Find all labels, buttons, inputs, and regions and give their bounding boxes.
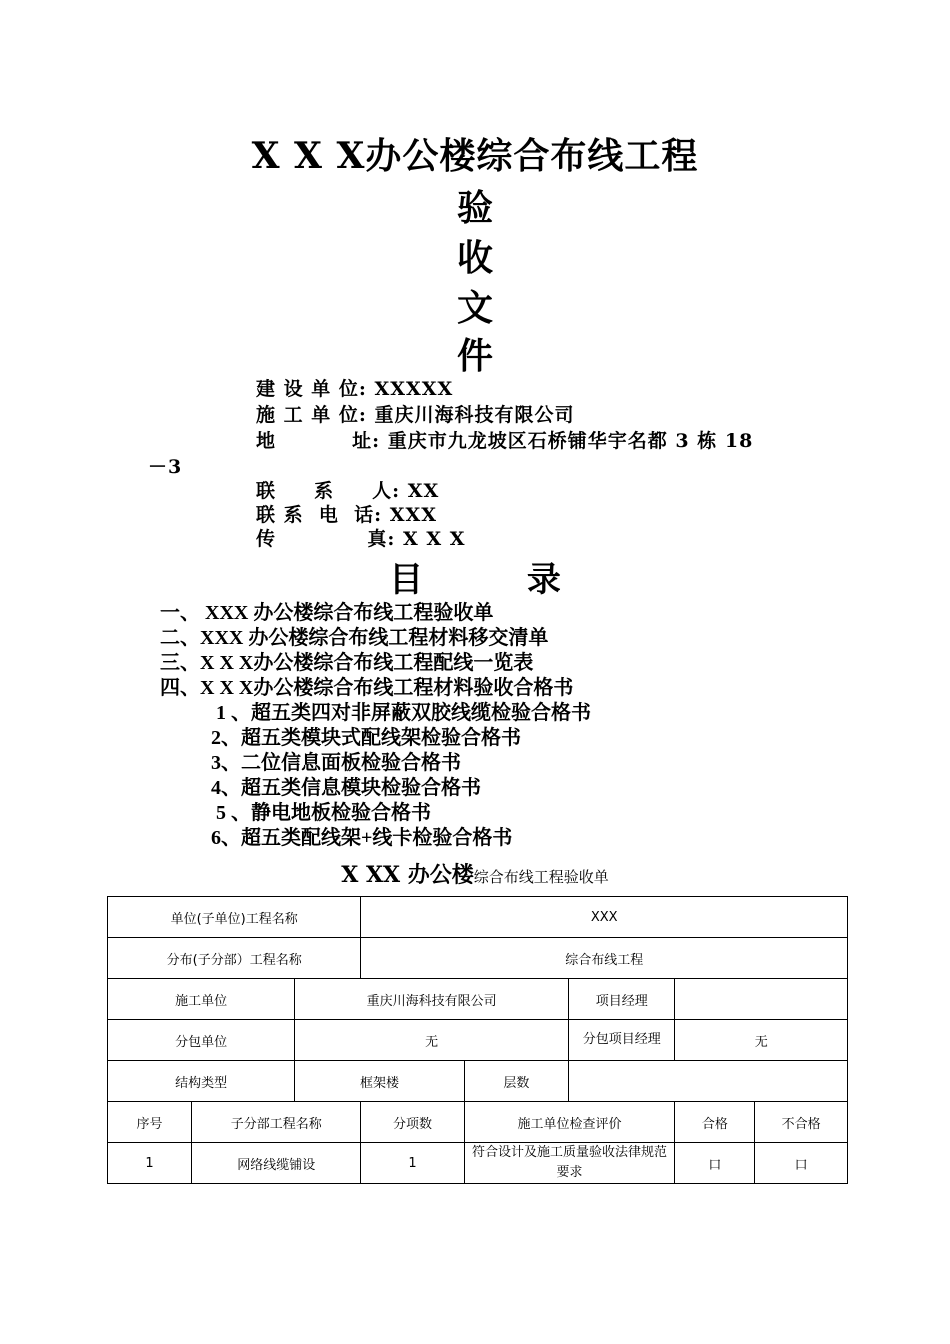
subcontractor-label: 分包单位: [108, 1020, 295, 1061]
document-title: X X X办公楼综合布线工程: [251, 135, 699, 177]
sub-project-name-label: 分布(子分部）工程名称: [108, 938, 361, 979]
vertical-title-char: 验: [456, 187, 493, 229]
info-label: 地 址:: [256, 430, 381, 452]
table-row: [108, 979, 848, 1020]
unit-project-name-label: 单位(子单位)工程名称: [108, 897, 361, 938]
vertical-title-char: 件: [456, 335, 493, 377]
column-header: 子分部工程名称: [192, 1102, 361, 1143]
floors-value: [568, 1061, 847, 1102]
toc-title-right: 录: [526, 560, 561, 600]
info-value: XX: [407, 480, 440, 502]
pass-checkbox[interactable]: 口: [675, 1143, 755, 1184]
info-address-continued: [148, 452, 182, 479]
info-address: [256, 426, 753, 453]
contractor-value: 重庆川海科技有限公司: [295, 979, 569, 1020]
table-row: [108, 1061, 848, 1102]
info-label: 施 工 单 位:: [256, 404, 367, 426]
info-label: 建 设 单 位:: [256, 378, 367, 400]
column-header: 合格: [675, 1102, 755, 1143]
vertical-title-char: 文: [456, 287, 493, 329]
info-label: 联 系 人:: [256, 480, 401, 502]
toc-item[interactable]: 6、超五类配线架+线卡检验合格书: [211, 827, 513, 849]
toc-item[interactable]: 1 、超五类四对非屏蔽双胶线缆检验合格书: [216, 702, 591, 724]
structure-type-label: 结构类型: [108, 1061, 295, 1102]
column-header: 分项数: [361, 1102, 464, 1143]
info-label: 联 系 电 话:: [256, 504, 383, 526]
info-fax: [256, 524, 466, 551]
column-header: 施工单位检查评价: [464, 1102, 675, 1143]
info-label: 传 真:: [256, 528, 396, 550]
table-heading-main: X XX 办公楼: [341, 862, 474, 888]
toc-title: [0, 552, 950, 601]
column-header: 序号: [108, 1102, 192, 1143]
fail-checkbox[interactable]: 口: [755, 1143, 848, 1184]
table-cell: 网络线缆铺设: [192, 1143, 361, 1184]
sub-project-manager-label: 分包项目经理: [568, 1020, 674, 1061]
sub-project-name-value: 综合布线工程: [361, 938, 848, 979]
info-value: X X X: [403, 528, 466, 550]
subcontractor-value: 无: [295, 1020, 569, 1061]
table-cell: 1: [361, 1143, 464, 1184]
toc-item[interactable]: 5 、静电地板检验合格书: [216, 802, 431, 824]
toc-item[interactable]: 2、超五类模块式配线架检验合格书: [211, 727, 521, 749]
info-contact: [256, 476, 439, 503]
floors-label: 层数: [464, 1061, 568, 1102]
column-header: 不合格: [755, 1102, 848, 1143]
table-row: [108, 1143, 848, 1184]
info-phone: [256, 500, 437, 527]
table-cell: 符合设计及施工质量验收法律规范要求: [464, 1143, 675, 1184]
info-value: －3: [148, 456, 183, 478]
table-heading-sub: 综合布线工程验收单: [473, 868, 609, 886]
info-value: XXXXX: [374, 378, 454, 400]
table-cell: 1: [108, 1143, 192, 1184]
toc-item[interactable]: 三、X X X办公楼综合布线工程配线一览表: [160, 652, 534, 674]
unit-project-name-value: XXX: [361, 897, 848, 938]
info-value: 重庆川海科技有限公司: [374, 404, 575, 426]
table-row: [108, 1020, 848, 1061]
acceptance-table: [107, 896, 848, 1184]
info-value: 重庆市九龙坡区石桥铺华宇名都 3 栋 18: [387, 430, 754, 452]
toc-item[interactable]: 4、超五类信息模块检验合格书: [211, 777, 481, 799]
project-manager-label: 项目经理: [568, 979, 674, 1020]
info-contractor: [256, 400, 575, 427]
vertical-title-char: 收: [456, 237, 493, 279]
toc-item[interactable]: 3、二位信息面板检验合格书: [211, 752, 461, 774]
toc-item[interactable]: 一、 XXX 办公楼综合布线工程验收单: [160, 602, 494, 624]
info-construction-unit: [256, 374, 453, 401]
structure-type-value: 框架楼: [295, 1061, 464, 1102]
info-value: XXX: [389, 504, 437, 526]
project-manager-value: [675, 979, 848, 1020]
contractor-label: 施工单位: [108, 979, 295, 1020]
toc-item[interactable]: 二、XXX 办公楼综合布线工程材料移交清单: [160, 627, 549, 649]
sub-project-manager-value: 无: [675, 1020, 848, 1061]
table-heading: [0, 858, 950, 889]
toc-item[interactable]: 四、X X X办公楼综合布线工程材料验收合格书: [160, 677, 574, 699]
table-row: [108, 938, 848, 979]
toc-title-left: 目: [389, 560, 424, 600]
table-header-row: [108, 1102, 848, 1143]
table-row: [108, 897, 848, 938]
